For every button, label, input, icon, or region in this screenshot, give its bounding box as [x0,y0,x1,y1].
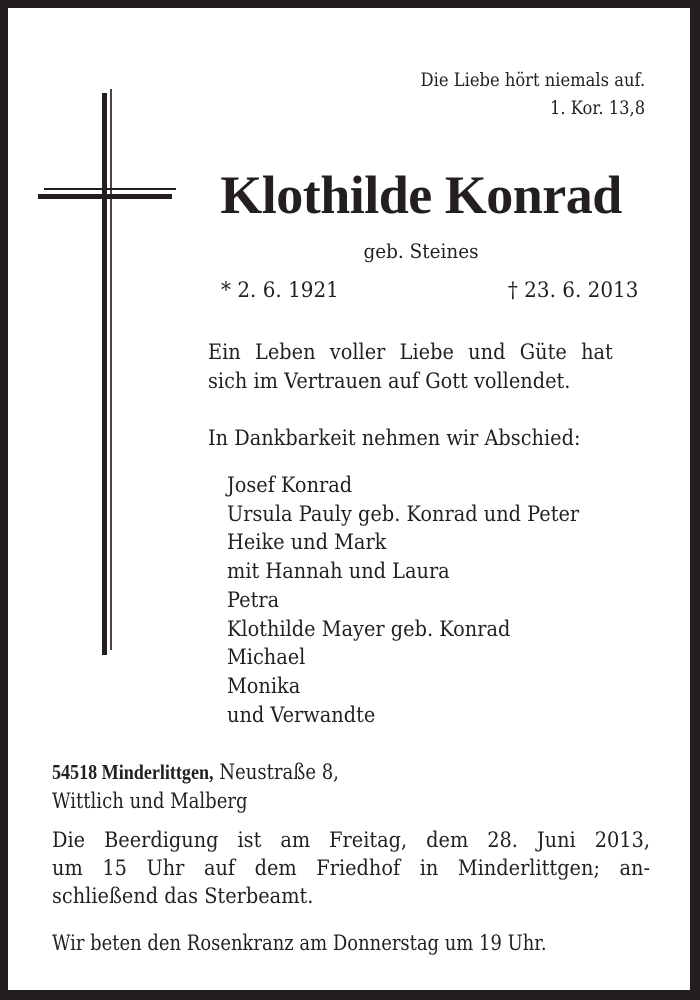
obituary-card [8,8,690,990]
funeral-notice [52,826,650,910]
cross-vertical-thick [102,93,107,655]
farewell-text: In Dankbarkeit nehmen wir Abschied: [208,426,581,450]
bible-verse [420,66,645,122]
rosary-notice: Wir beten den Rosenkranz am Donnerstag um 19 Uhr. [52,931,547,955]
deceased-name: Klothilde Konrad [220,165,622,225]
mourner: Michael [227,645,306,670]
funeral-line-1: Die Beerdigung ist am Freitag, dem 28. Juni 2013, [52,828,650,852]
cross-vertical-thin [110,89,112,650]
tribute-line-2: sich im Vertrauen auf Gott vollendet. [208,369,571,393]
funeral-line-3: schließend das Sterbeamt. [52,884,314,908]
birth-date: * 2. 6. 1921 [221,278,339,302]
verse-reference: 1. Kor. 13,8 [549,97,645,119]
mourner: Monika [227,673,301,698]
mourner: Josef Konrad [227,473,353,497]
cross-horizontal-thick [38,194,172,199]
funeral-line-2: um 15 Uhr auf dem Friedhof in Minderlittgen; an- [52,856,650,880]
maiden-name: geb. Steines [363,239,479,263]
cross-horizontal-thin [44,188,176,190]
mourner: mit Hannah und Laura [227,559,450,584]
tribute-line-1: Ein Leben voller Liebe und Güte hat [208,340,613,364]
address-postal-town: 54518 Minderlittgen, [52,760,214,784]
tribute-text [208,338,613,396]
mourner: Klothilde Mayer geb. Konrad [227,616,511,641]
mourner: Petra [227,587,280,612]
death-date: † 23. 6. 2013 [507,278,638,302]
mourner: und Verwandte [227,702,376,727]
address-street: Neustraße 8, [213,760,340,784]
verse-text: Die Liebe hört niemals auf. [420,69,645,91]
address-line-2: Wittlich und Malberg [52,789,248,813]
mourner: Ursula Pauly geb. Konrad und Peter [227,501,580,526]
family-address [52,758,339,816]
mourner: Heike und Mark [227,530,387,555]
mourners-list [227,471,579,729]
